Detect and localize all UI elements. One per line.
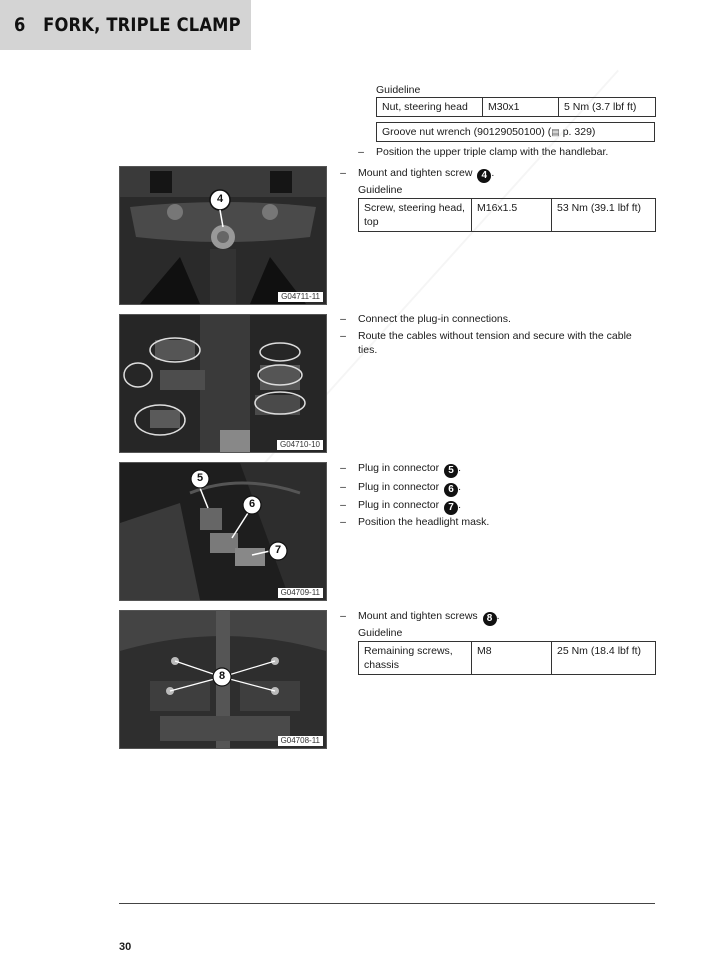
callout-badge: 7 (444, 501, 458, 515)
step-label: Mount and tighten screws (358, 610, 478, 622)
step-label: Plug in connector (358, 481, 440, 493)
step-text: Position the headlight mask. (358, 516, 490, 528)
table-cell: 53 Nm (39.1 lbf ft) (552, 199, 656, 232)
step-dash: – (340, 167, 346, 179)
footer-rule (119, 903, 655, 904)
guideline-label: Guideline (376, 84, 421, 96)
tool-name: Groove nut wrench (90129050100) ( (382, 126, 552, 138)
photo-callout-4: 4 (216, 193, 224, 205)
photo-plug-connections (119, 314, 327, 453)
photo-code: G04709-11 (278, 588, 323, 598)
photo-code: G04710-10 (277, 440, 323, 450)
step-label: Mount and tighten screw (358, 167, 473, 179)
torque-table-chassis-screws (358, 641, 656, 675)
step-dash: – (340, 462, 346, 474)
photo-connectors (119, 462, 327, 601)
table-cell: Nut, steering head (377, 98, 483, 117)
table-cell: M16x1.5 (472, 199, 552, 232)
step-dash: – (340, 330, 346, 342)
chapter-number: 6 (14, 14, 26, 36)
step-label: Plug in connector (358, 499, 440, 511)
step-text: Plug in connector 5 . (358, 462, 461, 476)
photo-connectors-drawing (120, 463, 326, 600)
photo-steering-head (119, 166, 327, 305)
step-dash: – (340, 499, 346, 511)
photo-code: G04711-11 (278, 292, 323, 302)
torque-table-steering-screw (358, 198, 656, 232)
guideline-label: Guideline (358, 627, 403, 639)
page-number: 30 (119, 941, 132, 953)
photo-steering-head-drawing (120, 167, 326, 304)
step-text: Connect the plug-in connections. (358, 313, 511, 325)
step-dash: – (340, 481, 346, 493)
torque-table-steering-nut (376, 97, 656, 117)
step-dash: – (340, 610, 346, 622)
chapter-title (14, 14, 241, 36)
step-label: Plug in connector (358, 462, 440, 474)
table-cell: M30x1 (483, 98, 559, 117)
photo-callout-6: 6 (248, 498, 256, 510)
book-icon: ▤ (551, 127, 560, 137)
table-cell: M8 (472, 642, 552, 675)
photo-plug-connections-drawing (120, 315, 326, 452)
photo-code: G04708-11 (278, 736, 323, 746)
tool-page-ref: p. 329) (562, 126, 596, 138)
table-cell: 5 Nm (3.7 lbf ft) (559, 98, 656, 117)
special-tool-table (376, 122, 655, 142)
chapter-title-text: FORK, TRIPLE CLAMP (43, 14, 241, 36)
table-cell: Remaining screws, chassis (359, 642, 472, 675)
table-row (377, 123, 655, 142)
step-text: Route the cables without tension and secure with the cable (358, 330, 632, 342)
step-text: Mount and tighten screw 4 . (358, 167, 495, 181)
table-cell: 25 Nm (18.4 lbf ft) (552, 642, 656, 675)
step-dash: – (340, 516, 346, 528)
photo-callout-7: 7 (274, 544, 282, 556)
table-row (377, 98, 656, 117)
step-text: Mount and tighten screws 8 . (358, 610, 500, 624)
table-cell: Screw, steering head, top (359, 199, 472, 232)
table-row (359, 642, 656, 675)
photo-callout-8: 8 (218, 670, 226, 682)
guideline-label: Guideline (358, 184, 403, 196)
step-text: Plug in connector 7 . (358, 499, 461, 513)
callout-badge: 4 (477, 169, 491, 183)
step-text-continued: ties. (358, 344, 378, 356)
photo-callout-5: 5 (196, 472, 204, 484)
chapter-header (0, 0, 251, 50)
step-text: Position the upper triple clamp with the handlebar. (376, 146, 609, 158)
callout-badge: 5 (444, 464, 458, 478)
step-dash: – (358, 146, 364, 158)
callout-badge: 8 (483, 612, 497, 626)
callout-badge: 6 (444, 483, 458, 497)
photo-chassis-screws (119, 610, 327, 749)
step-text: Plug in connector 6 . (358, 481, 461, 495)
step-dash: – (340, 313, 346, 325)
table-row (359, 199, 656, 232)
table-cell (377, 123, 655, 142)
